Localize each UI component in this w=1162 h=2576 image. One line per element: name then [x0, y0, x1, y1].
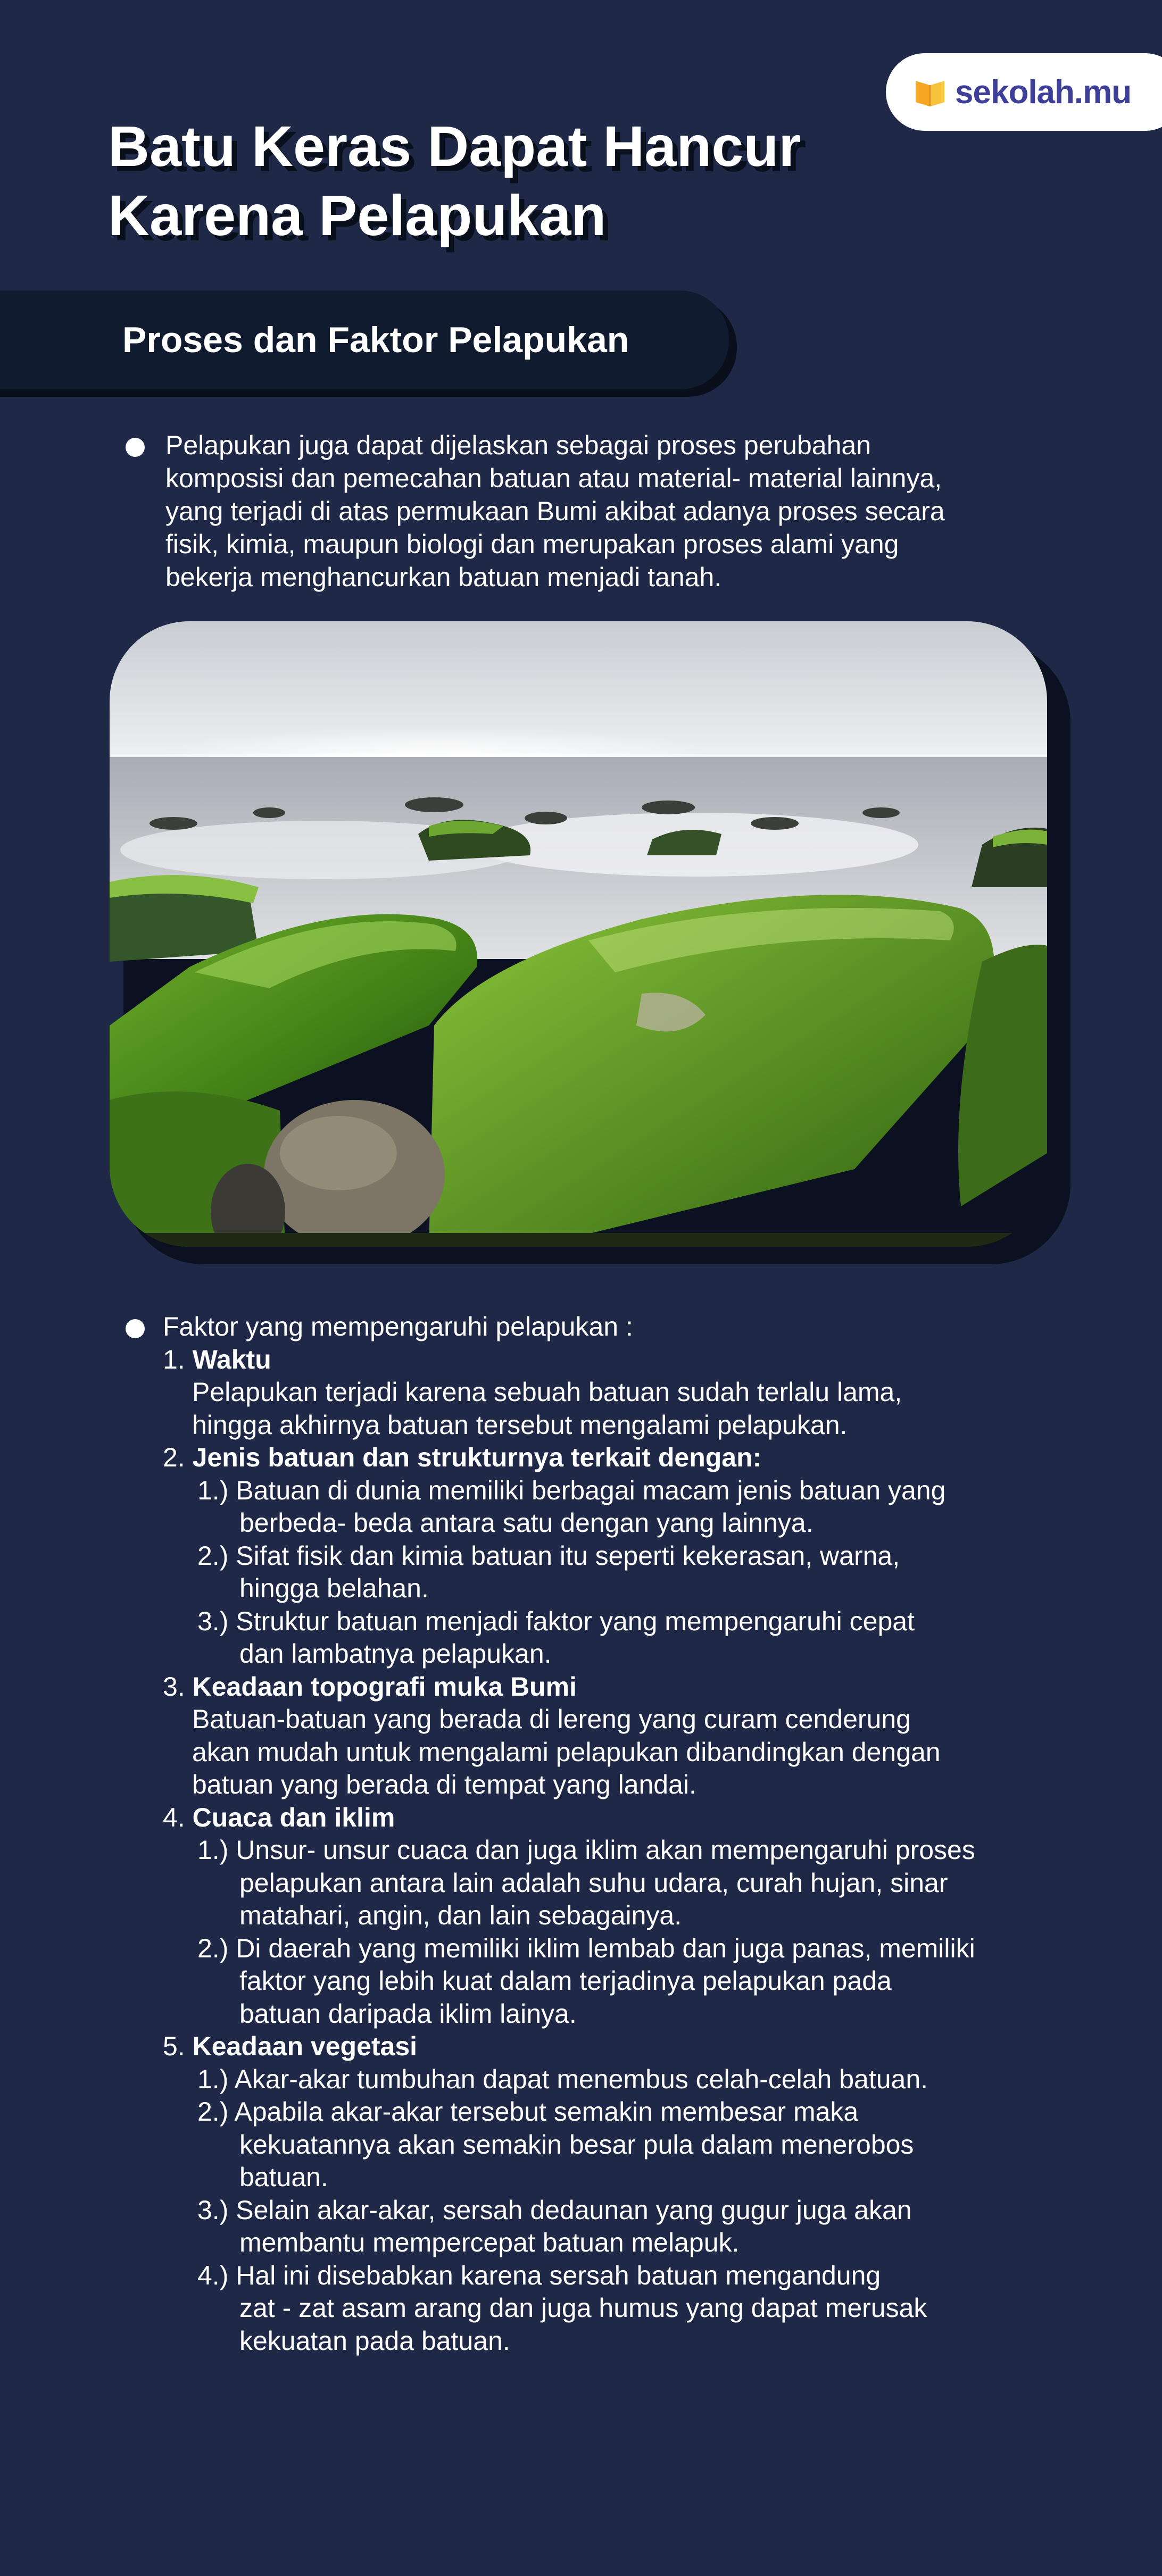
sub-line: faktor yang lebih kuat dalam terjadinya pelapukan pada	[239, 1966, 892, 1996]
sub-number: 2.)	[197, 1540, 229, 1571]
factor-title-text: Keadaan topografi muka Bumi	[192, 1671, 577, 1702]
factors-section	[131, 1311, 1067, 2357]
sub-number: 2.)	[197, 1933, 229, 1963]
sub-line: Apabila akar-akar tersebut semakin membesar maka	[234, 2097, 859, 2127]
factor-title	[163, 1344, 1067, 1377]
sub-number: 1.)	[197, 2064, 229, 2094]
factor-title	[163, 1671, 1067, 1704]
sub-line: Di daerah yang memiliki iklim lembab dan juga panas, memiliki	[236, 1933, 975, 1963]
factor-number: 2.	[163, 1443, 185, 1472]
bullet-icon	[126, 1319, 145, 1338]
sub-line: kekuatan pada batuan.	[239, 2325, 510, 2356]
sub-item	[163, 1474, 1067, 1540]
factor-item	[163, 1344, 1067, 1442]
intro-line: komposisi dan pemecahan batuan atau material- material lainnya,	[165, 463, 942, 493]
intro-line: bekerja menghancurkan batuan menjadi tanah.	[165, 562, 722, 592]
sub-number: 1.)	[197, 1835, 229, 1865]
brand-name: sekolah.mu	[955, 73, 1132, 111]
factor-desc-line: hingga akhirnya batuan tersebut mengalami pelapukan.	[192, 1410, 848, 1440]
factor-title-text: Cuaca dan iklim	[192, 1802, 395, 1832]
factor-item	[163, 1671, 1067, 1802]
title-line-2: Karena Pelapukan	[108, 183, 607, 247]
sub-line: zat - zat asam arang dan juga humus yang dapat merusak	[239, 2293, 927, 2323]
factors-heading: Faktor yang mempengaruhi pelapukan :	[163, 1312, 633, 1341]
factor-desc-line: Pelapukan terjadi karena sebuah batuan sudah terlalu lama,	[192, 1377, 902, 1407]
sub-line: berbeda- beda antara satu dengan yang lainnya.	[239, 1508, 814, 1538]
sub-item	[163, 1932, 1067, 2031]
sub-number: 1.)	[197, 1475, 229, 1505]
factor-title	[163, 1441, 1067, 1474]
sub-line: batuan.	[239, 2162, 328, 2192]
factor-number: 3.	[163, 1671, 185, 1702]
factor-title-text: Jenis batuan dan strukturnya terkait dengan:	[192, 1443, 762, 1472]
factor-item	[163, 1802, 1067, 2031]
intro-paragraph	[131, 429, 1046, 594]
page-title	[108, 112, 801, 250]
bullet-icon	[126, 438, 145, 457]
factor-number: 1.	[163, 1344, 185, 1374]
factor-item	[163, 2030, 1067, 2357]
sub-line: Unsur- unsur cuaca dan juga iklim akan mempengaruhi proses	[236, 1835, 975, 1865]
sub-line: Batuan di dunia memiliki berbagai macam jenis batuan yang	[236, 1475, 946, 1505]
mossy-rocks-photo	[110, 621, 1047, 1247]
section-banner-title: Proses dan Faktor Pelapukan	[122, 320, 629, 360]
sub-line: dan lambatnya pelapukan.	[239, 1639, 552, 1669]
sub-line: membantu mempercepat batuan melapuk.	[239, 2228, 740, 2257]
factor-desc-line: Batuan-batuan yang berada di lereng yang curam cenderung	[192, 1704, 911, 1734]
sub-number: 2.)	[197, 2097, 229, 2127]
intro-line: fisik, kimia, maupun biologi dan merupakan proses alami yang	[165, 529, 899, 559]
sub-number: 4.)	[197, 2260, 229, 2290]
factor-number: 4.	[163, 1802, 185, 1832]
sub-item	[163, 2096, 1067, 2194]
intro-line: Pelapukan juga dapat dijelaskan sebagai proses perubahan	[165, 430, 872, 460]
sub-line: Akar-akar tumbuhan dapat menembus celah-celah batuan.	[234, 2064, 928, 2094]
sub-line: Struktur batuan menjadi faktor yang mempengaruhi cepat	[236, 1606, 915, 1636]
sub-line: Hal ini disebabkan karena sersah batuan mengandung	[236, 2260, 881, 2290]
sub-number: 3.)	[197, 1606, 229, 1636]
factor-desc-line: batuan yang berada di tempat yang landai.	[192, 1770, 696, 1799]
sub-line: kekuatannya akan semakin besar pula dalam menerobos	[239, 2129, 914, 2160]
sub-item	[163, 2063, 1067, 2096]
factor-item	[163, 1441, 1067, 1671]
sub-item	[163, 1605, 1067, 1671]
sub-number: 3.)	[197, 2195, 229, 2225]
factor-title-text: Waktu	[192, 1344, 271, 1374]
book-icon	[914, 76, 947, 109]
factor-title	[163, 2030, 1067, 2063]
factor-number: 5.	[163, 2031, 185, 2061]
factor-title-text: Keadaan vegetasi	[192, 2031, 418, 2061]
sub-line: Sifat fisik dan kimia batuan itu seperti kekerasan, warna,	[236, 1540, 900, 1571]
intro-line: yang terjadi di atas permukaan Bumi akibat adanya proses secara	[165, 496, 945, 526]
brand-logo[interactable]	[886, 53, 1162, 131]
title-line-1: Batu Keras Dapat Hancur	[108, 114, 801, 178]
section-banner	[0, 290, 729, 389]
sub-line: pelapukan antara lain adalah suhu udara, curah hujan, sinar	[239, 1868, 948, 1898]
sub-line: matahari, angin, dan lain sebagainya.	[239, 1900, 682, 1930]
sub-line: batuan daripada iklim lainya.	[239, 1998, 577, 2029]
sub-line: hingga belahan.	[239, 1573, 429, 1603]
sub-item	[163, 1540, 1067, 1605]
sub-item	[163, 1834, 1067, 1932]
factor-desc-line: akan mudah untuk mengalami pelapukan dibandingkan dengan	[192, 1737, 941, 1767]
sub-line: Selain akar-akar, sersah dedaunan yang gugur juga akan	[236, 2195, 912, 2225]
sub-item	[163, 2194, 1067, 2260]
intro-text	[165, 429, 1046, 594]
factor-title	[163, 1802, 1067, 1835]
sub-item	[163, 2260, 1067, 2358]
